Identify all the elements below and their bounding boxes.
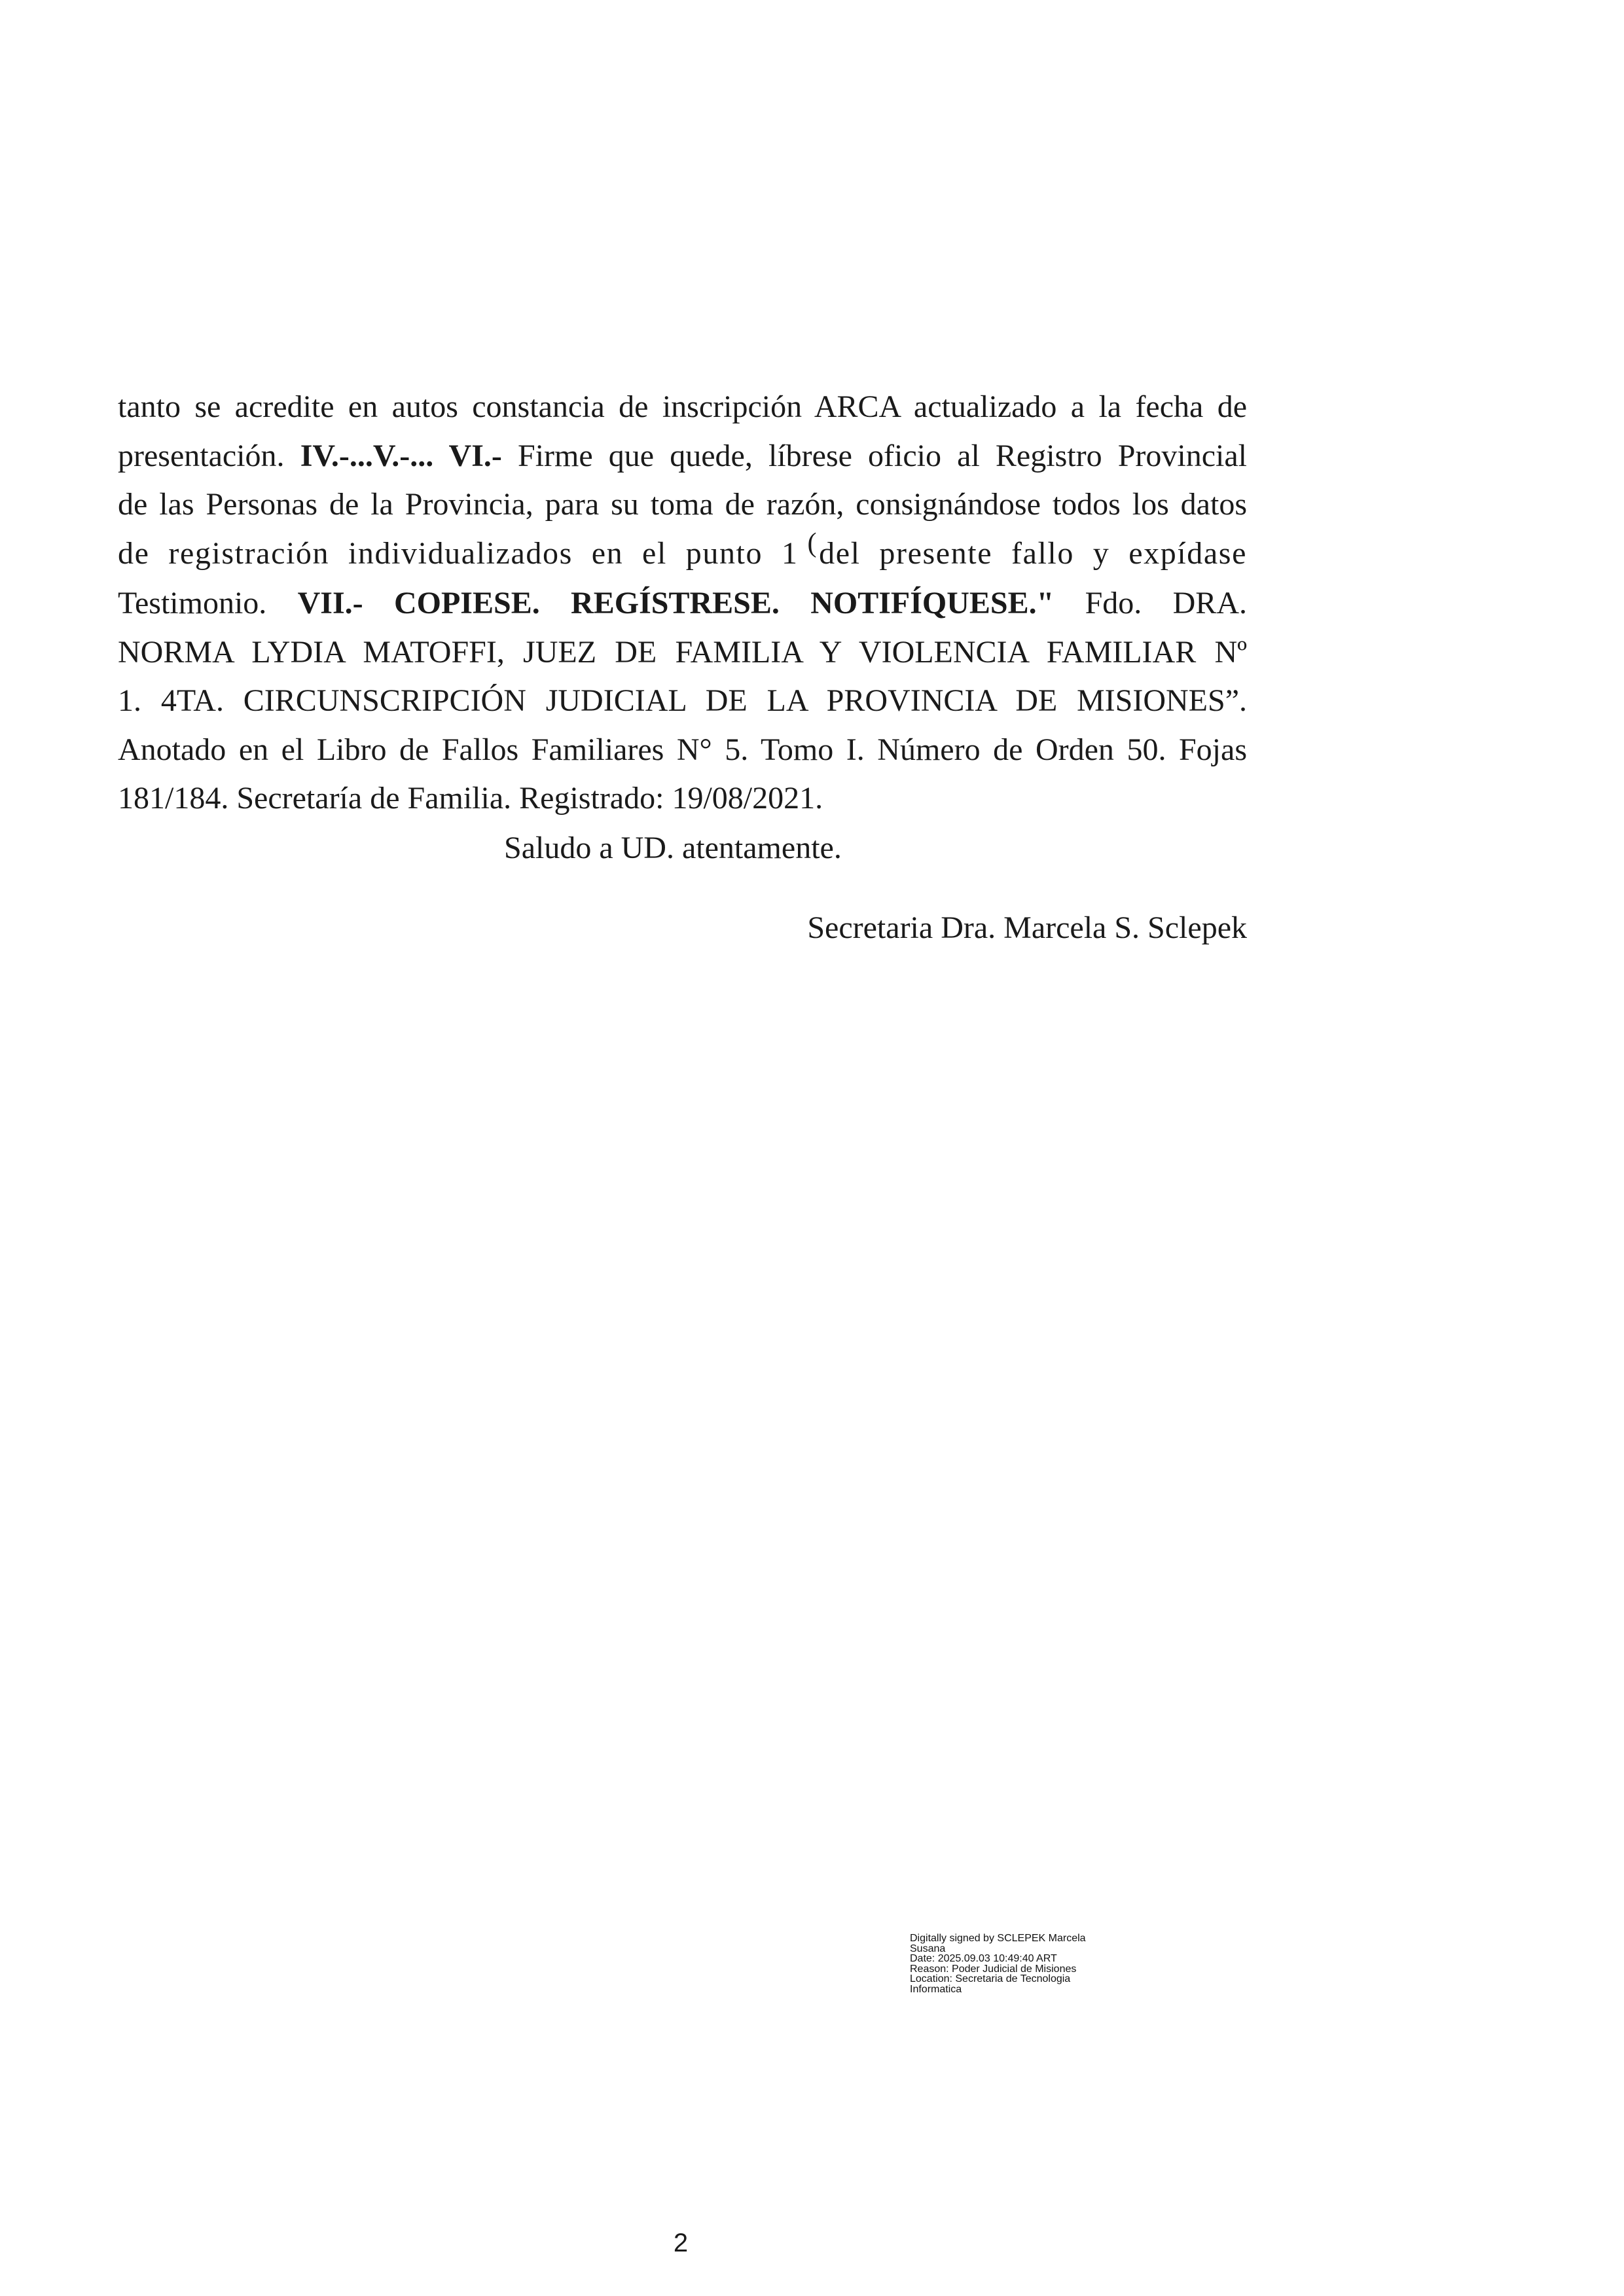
text-run: presentación. xyxy=(118,438,300,473)
footnote-paren: ( xyxy=(807,528,818,558)
signature-line: Digitally signed by SCLEPEK Marcela xyxy=(910,1933,1086,1944)
signature-line: Date: 2025.09.03 10:49:40 ART xyxy=(910,1953,1057,1964)
resolution-text xyxy=(118,383,1247,823)
text-run: Testimonio. xyxy=(118,586,298,620)
text-line xyxy=(118,529,1247,580)
signature-line: Reason: Poder Judicial de Misiones xyxy=(910,1963,1077,1975)
signature-line: Location: Secretaria de Tecnologia xyxy=(910,1973,1071,1984)
text-run: 181/184. Secretaría de Familia. Registrado: 19/08/2021. xyxy=(118,781,823,816)
text-run: Anotado en el Libro de Fallos Familiares N° 5. Tomo I. Número de Orden 50. Fojas xyxy=(118,732,1247,767)
digital-signature-block xyxy=(910,1933,1086,1994)
text-line xyxy=(118,432,1247,481)
text-line xyxy=(118,628,1247,677)
text-run: NORMA LYDIA MATOFFI, JUEZ DE FAMILIA Y VIOLENCIA FAMILIAR Nº xyxy=(118,634,1247,670)
text-run: Fdo. DRA. xyxy=(1054,586,1247,620)
page-number: 2 xyxy=(673,2229,689,2257)
signer-name: Secretaria Dra. Marcela S. Sclepek xyxy=(807,910,1247,945)
text-line xyxy=(118,383,1247,432)
ruling-order: VII.- COPIESE. REGÍSTRESE. NOTIFÍQUESE." xyxy=(297,586,1055,620)
signature-line: Susana xyxy=(910,1943,946,1954)
text-line xyxy=(118,774,1247,823)
text-run: de las Personas de la Provincia, para su toma de razón, consignándose todos los datos xyxy=(118,487,1247,522)
text-run: del presente fallo y expídase xyxy=(819,535,1247,571)
text-run: 1. 4TA. CIRCUNSCRIPCIÓN JUDICIAL DE LA PROVINCIA DE MISIONES”. xyxy=(118,683,1247,718)
text-line xyxy=(118,480,1247,529)
text-line xyxy=(118,677,1247,726)
text-run: tanto se acredite en autos constancia de inscripción ARCA actualizado a la fecha de xyxy=(118,389,1247,424)
text-line xyxy=(118,726,1247,775)
text-run: de registración individualizados en el punto 1 xyxy=(118,535,799,571)
text-run: Firme que quede, líbrese oficio al Registro Provincial xyxy=(501,438,1247,473)
closing-salutation: Saludo a UD. atentamente. xyxy=(504,831,842,865)
text-line xyxy=(118,579,1247,628)
section-markers: IV.-...V.-... VI.- xyxy=(300,438,502,473)
signature-line: Informatica xyxy=(910,1983,962,1995)
